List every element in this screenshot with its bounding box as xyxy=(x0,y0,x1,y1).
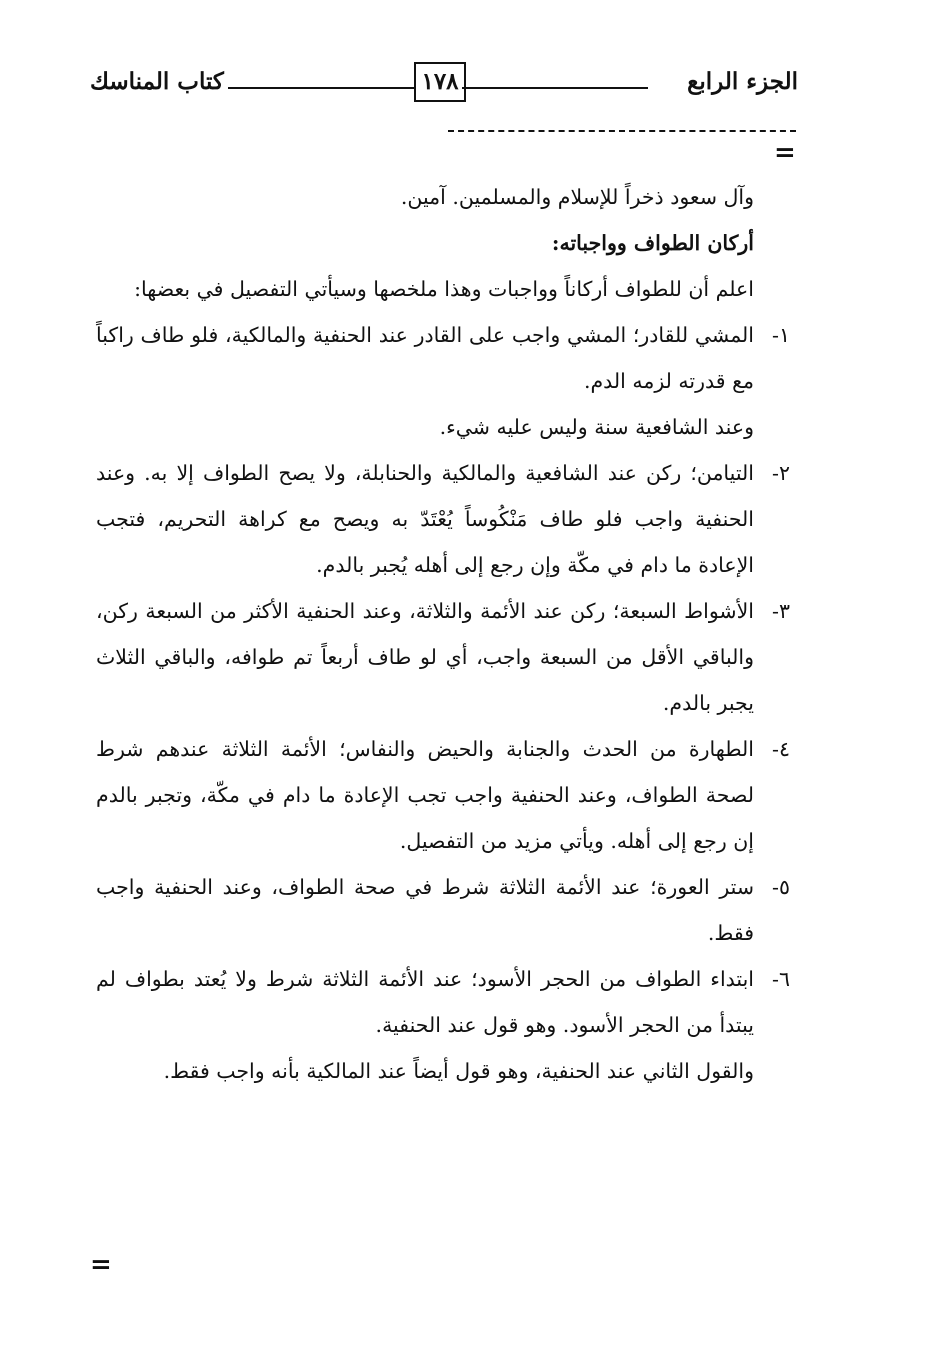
item-number: ٤- xyxy=(772,737,790,761)
item-number: ٥- xyxy=(772,875,790,899)
item-note: وعند الشافعية سنة وليس عليه شيء. xyxy=(439,415,754,439)
list-item xyxy=(96,450,790,588)
header-rule-left xyxy=(228,87,414,89)
lead-paragraph: اعلم أن للطواف أركاناً وواجبات وهذا ملخصها وسيأتي التفصيل في بعضها: xyxy=(134,277,754,301)
list-item xyxy=(96,588,790,726)
list-item xyxy=(96,864,790,956)
part-title: الجزء الرابع xyxy=(687,68,798,95)
item-text: التيامن؛ ركن عند الشافعية والمالكية والحنابلة، ولا يصح الطواف إلا به. وعند الحنفية واجب فلو طاف مَنْكُوساً يُعْتَدّ به ويصح مع كراهة التحريم، فتجب الإعادة ما دام في مكّة وإن رجع إلى أهله يُجبر بالدم. xyxy=(96,461,754,577)
header-dashed-divider xyxy=(448,130,796,132)
item-number: ١- xyxy=(772,323,790,347)
list-item xyxy=(96,956,790,1048)
intro-line: وآل سعود ذخراً للإسلام والمسلمين. آمين. xyxy=(400,185,754,209)
continuation-mark-bottom: = xyxy=(90,1250,112,1280)
continuation-mark-top: = xyxy=(774,138,796,168)
item-text: الأشواط السبعة؛ ركن عند الأئمة والثلاثة، وعند الحنفية الأكثر من السبعة ركن، والباقي الأقل من السبعة واجب، أي لو طاف أربعاً تم طوافه، والباقي الثلاث يجبر بالدم. xyxy=(96,599,754,715)
page-header xyxy=(90,62,798,110)
item-text: ابتداء الطواف من الحجر الأسود؛ عند الأئمة الثلاثة شرط ولا يُعتد بطواف لم يبتدأ من الحجر الأسود. وهو قول عند الحنفية. xyxy=(96,967,754,1037)
item-text: ستر العورة؛ عند الأئمة الثلاثة شرط في صحة الطواف، وعند الحنفية واجب فقط. xyxy=(96,875,754,945)
item-number: ٣- xyxy=(772,599,790,623)
item-number: ٢- xyxy=(772,461,790,485)
header-rule-right xyxy=(462,87,648,89)
page-body xyxy=(96,174,790,1094)
item-text: المشي للقادر؛ المشي واجب على القادر عند الحنفية والمالكية، فلو طاف راكباً مع قدرته لزمه الدم. xyxy=(96,323,754,393)
list-item xyxy=(96,312,790,404)
page-number: ١٧٨ xyxy=(414,62,466,102)
item-number: ٦- xyxy=(772,967,790,991)
section-heading: أركان الطواف وواجباته: xyxy=(551,231,754,255)
list-item xyxy=(96,726,790,864)
book-title: كتاب المناسك xyxy=(90,68,224,95)
item-text: الطهارة من الحدث والجنابة والحيض والنفاس؛ الأئمة الثلاثة عندهم شرط لصحة الطواف، وعند الحنفية واجب تجب الإعادة ما دام في مكّة، وتجبر بالدم إن رجع إلى أهله. ويأتي مزيد من التفصيل. xyxy=(96,737,754,853)
item-note: والقول الثاني عند الحنفية، وهو قول أيضاً عند المالكية بأنه واجب فقط. xyxy=(163,1059,754,1083)
